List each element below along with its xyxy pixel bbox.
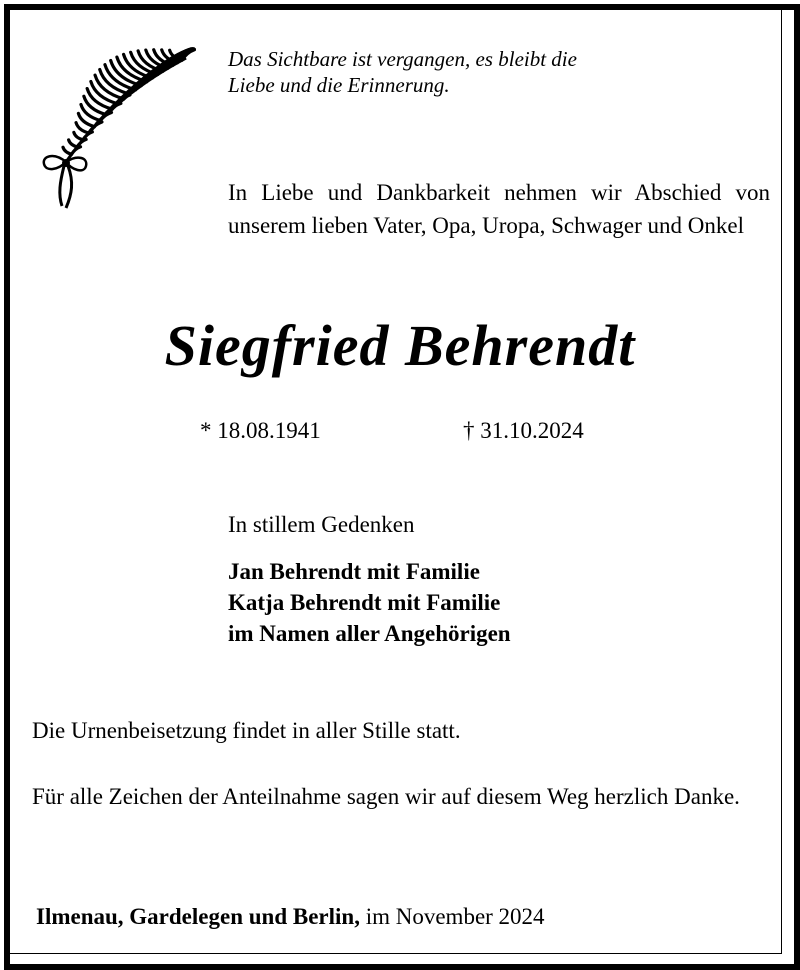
palm-branch-icon: [36, 44, 196, 210]
closing-line: [36, 904, 545, 930]
closing-places: Ilmenau, Gardelegen und Berlin,: [36, 904, 360, 929]
quote-line-2: Liebe und die Erinnerung.: [228, 73, 450, 97]
birth-date: * 18.08.1941: [200, 418, 321, 443]
burial-note: Die Urnenbeisetzung findet in aller Stille statt.: [32, 718, 461, 743]
intro-text: In Liebe und Dankbarkeit nehmen wir Abschied von unserem lieben Vater, Opa, Uropa, Schwager und Onkel: [228, 180, 770, 238]
signer: Jan Behrendt mit Familie: [228, 559, 480, 584]
signer: im Namen aller Angehörigen: [228, 621, 511, 646]
death-date: † 31.10.2024: [463, 418, 584, 443]
closing-date: im November 2024: [359, 904, 545, 929]
quote-line-1: Das Sichtbare ist vergangen, es bleibt die: [228, 47, 577, 71]
quote: [228, 46, 688, 98]
thanks-note: Für alle Zeichen der Anteilnahme sagen wir auf diesem Weg herzlich Danke.: [32, 784, 740, 809]
memory-text: In stillem Gedenken: [228, 512, 415, 537]
signers: [228, 556, 511, 649]
deceased-name: Siegfried Behrendt: [164, 313, 636, 378]
signer: Katja Behrendt mit Familie: [228, 590, 501, 615]
